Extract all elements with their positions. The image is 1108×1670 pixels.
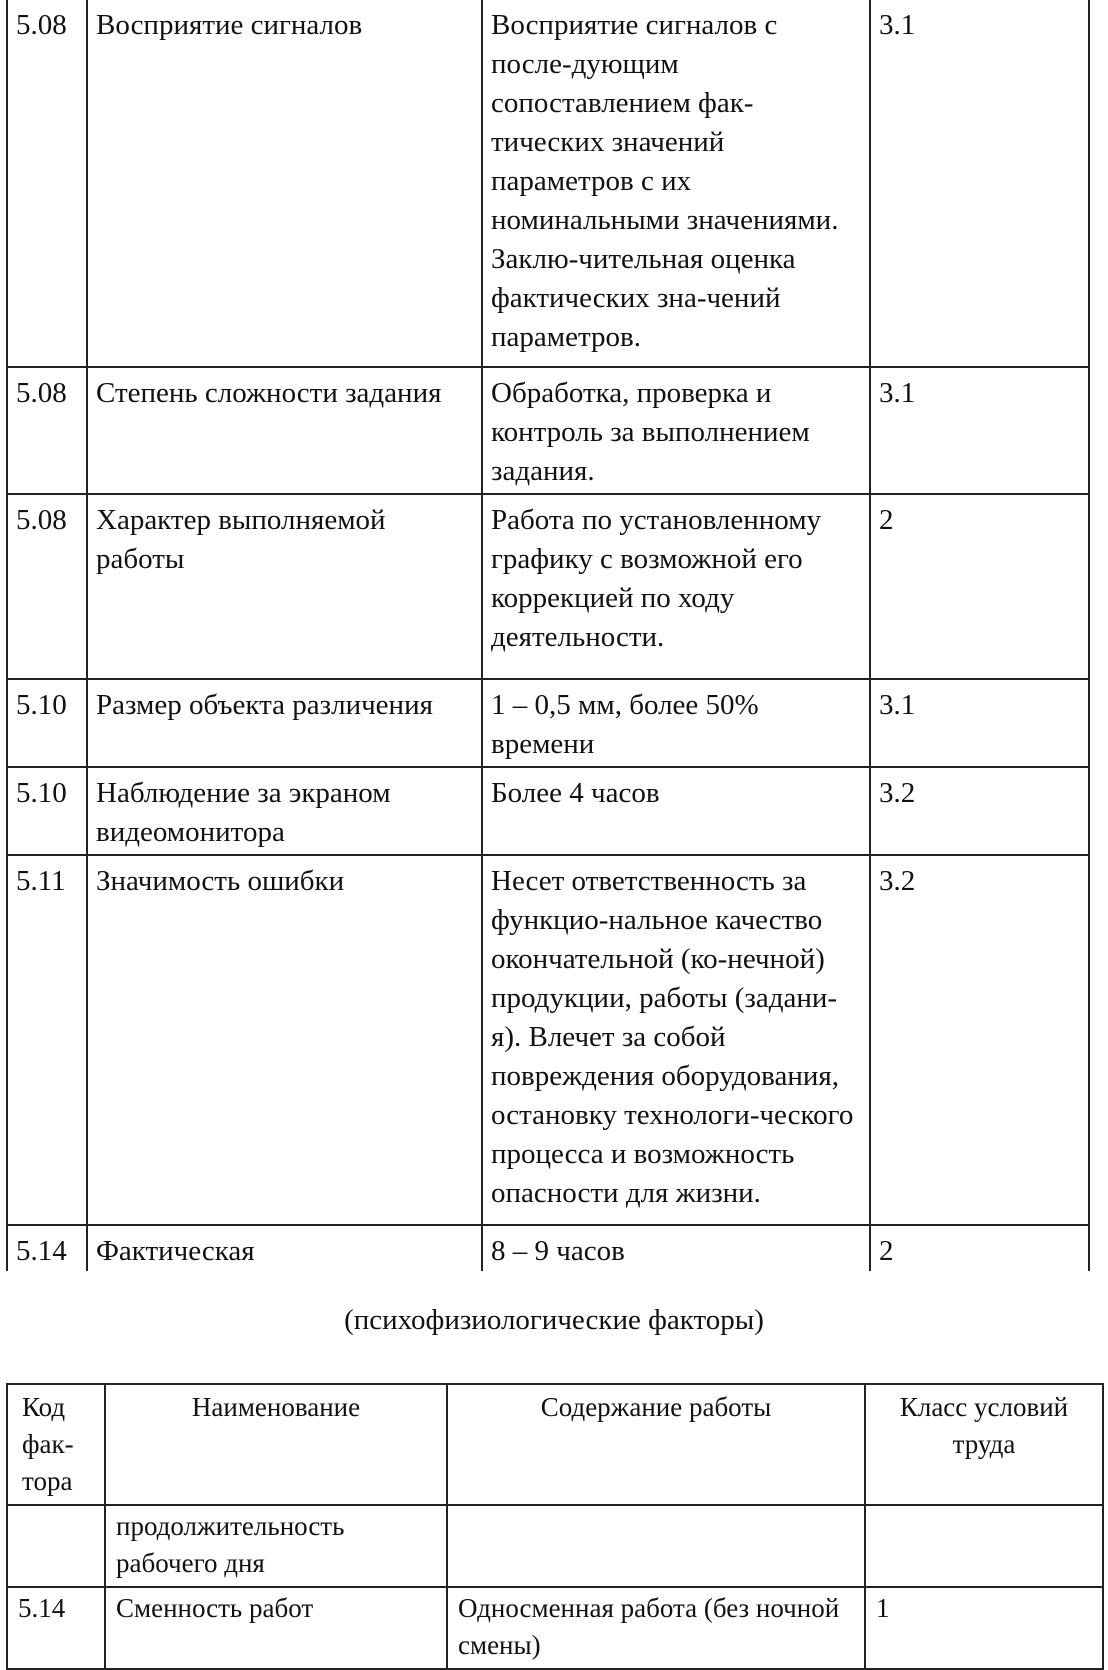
factor-code: 5.08 — [7, 494, 87, 679]
factor-name: Сменность работ — [105, 1587, 447, 1669]
work-class: 3.1 — [870, 367, 1089, 494]
work-content: Односменная работа (без ночной смены) — [447, 1587, 865, 1669]
header-factor-code: Код фак-тора — [7, 1384, 105, 1505]
factor-code: 5.14 — [7, 1225, 87, 1271]
factor-code: 5.08 — [7, 367, 87, 494]
work-content: Несет ответственность за функцио-нальное качество окончательной (ко-нечной) продукции, работы (задани-я). Влечет за собой повреждения оборудования, остановку технологи-ческого процесса и возможность опасности для жизни. — [482, 855, 870, 1225]
work-content: Восприятие сигналов с после-дующим сопоставлением фак-тических значений параметров с их номинальными значениями. Заклю-чительная оценка фактических зна-чений параметров. — [482, 0, 870, 367]
table-row — [7, 1505, 1103, 1587]
table-caption: (психофизиологические факторы) — [344, 1304, 764, 1336]
work-content: Работа по установленному графику с возможной его коррекцией по ходу деятельности. — [482, 494, 870, 679]
header-work-class: Класс условий труда — [865, 1384, 1103, 1505]
table-row — [7, 1225, 1089, 1271]
work-content: Более 4 часов — [482, 767, 870, 855]
work-class: 2 — [870, 1225, 1089, 1271]
factor-name: Фактическая — [87, 1225, 482, 1271]
factors-table-continued — [6, 0, 1090, 1271]
factor-name: Степень сложности задания — [87, 367, 482, 494]
header-name: Наименование — [105, 1384, 447, 1505]
work-class — [865, 1505, 1103, 1587]
work-content — [447, 1505, 865, 1587]
work-class: 3.2 — [870, 855, 1089, 1225]
table-row — [7, 767, 1089, 855]
work-class: 3.1 — [870, 0, 1089, 367]
work-content: 8 – 9 часов — [482, 1225, 870, 1271]
work-class: 3.1 — [870, 679, 1089, 767]
table-row — [7, 679, 1089, 767]
table-row — [7, 0, 1089, 367]
factor-name: Наблюдение за экраном видеомонитора — [87, 767, 482, 855]
header-work-content: Содержание работы — [447, 1384, 865, 1505]
work-class: 3.2 — [870, 767, 1089, 855]
factor-code: 5.10 — [7, 679, 87, 767]
factor-name: Восприятие сигналов — [87, 0, 482, 367]
factor-name: Размер объекта различения — [87, 679, 482, 767]
factor-code: 5.11 — [7, 855, 87, 1225]
factor-name: Значимость ошибки — [87, 855, 482, 1225]
table-row — [7, 855, 1089, 1225]
table-row — [7, 367, 1089, 494]
factor-code — [7, 1505, 105, 1587]
factor-code: 5.10 — [7, 767, 87, 855]
work-content: Обработка, проверка и контроль за выполнением задания. — [482, 367, 870, 494]
table-row — [7, 494, 1089, 679]
table-header-row — [7, 1384, 1103, 1505]
work-content: 1 – 0,5 мм, более 50% времени — [482, 679, 870, 767]
factor-name: продолжительность рабочего дня — [105, 1505, 447, 1587]
factor-code: 5.08 — [7, 0, 87, 367]
table-row — [7, 1587, 1103, 1669]
factor-name: Характер выполняемой работы — [87, 494, 482, 679]
factor-code: 5.14 — [7, 1587, 105, 1669]
work-class: 2 — [870, 494, 1089, 679]
work-class: 1 — [865, 1587, 1103, 1669]
factors-table — [6, 1383, 1104, 1670]
